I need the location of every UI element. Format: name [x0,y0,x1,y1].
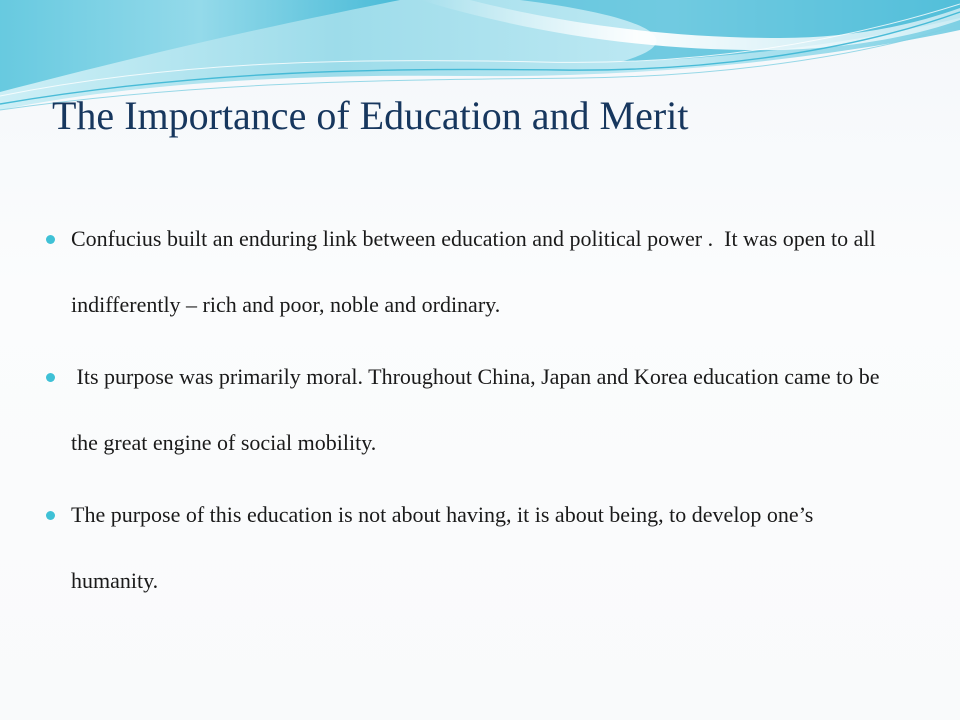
bullet-item [46,344,906,476]
bullet-list [46,206,906,620]
bullet-dot-icon [46,373,55,382]
bullet-dot-icon [46,511,55,520]
bullet-dot-icon [46,235,55,244]
bullet-item [46,206,906,338]
bullet-text: Confucius built an enduring link between education and political power . It was open to all indifferently – rich and poor, noble and ordinary. [71,226,882,317]
bullet-text: Its purpose was primarily moral. Throughout China, Japan and Korea education came to be the great engine of social mobility. [71,364,885,455]
bullet-text: The purpose of this education is not about having, it is about being, to develop one’s humanity. [71,502,819,593]
slide-title: The Importance of Education and Merit [52,93,689,138]
bullet-item [46,482,906,614]
